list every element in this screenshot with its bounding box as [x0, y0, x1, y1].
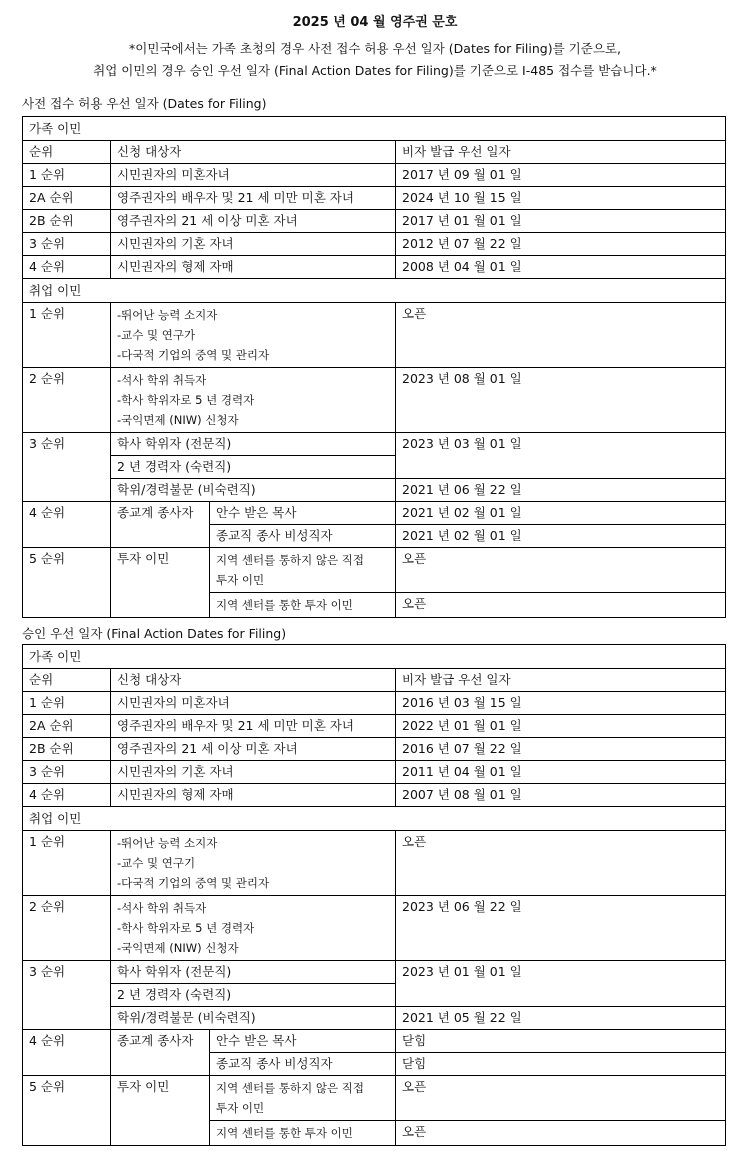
applicant-cell: 영주권자의 21 세 이상 미혼 자녀 — [111, 738, 396, 761]
subcategory-cell: 지역 센터를 통한 투자 이민 — [210, 1121, 396, 1146]
date-cell: 2011 년 04 월 01 일 — [396, 761, 726, 784]
date-cell: 2021 년 02 월 01 일 — [396, 502, 726, 525]
subcategory-cell: 안수 받은 목사 — [210, 1030, 396, 1053]
subcategory-cell: 종교직 종사 비성직자 — [210, 525, 396, 548]
rank-cell: 2A 순위 — [23, 187, 111, 210]
rank-cell: 2B 순위 — [23, 210, 111, 233]
date-cell: 2008 년 04 월 01 일 — [396, 256, 726, 279]
final-action-dates-table — [22, 644, 726, 1146]
family-group-row — [23, 645, 726, 669]
applicant-cell: 시민권자의 기혼 자녀 — [111, 761, 396, 784]
applicant-cell: 2 년 경력자 (숙련직) — [111, 984, 396, 1007]
rank-cell: 1 순위 — [23, 692, 111, 715]
rank-cell: 4 순위 — [23, 1030, 111, 1076]
category-cell: 종교계 종사자 — [111, 502, 210, 548]
applicant-cell: 학사 학위자 (전문직) — [111, 961, 396, 984]
header-applicant: 신청 대상자 — [111, 669, 396, 692]
table-row — [23, 961, 726, 984]
rank-cell: 3 순위 — [23, 433, 111, 502]
rank-cell: 5 순위 — [23, 548, 111, 618]
rank-cell: 1 순위 — [23, 303, 111, 368]
date-cell: 2017 년 09 월 01 일 — [396, 164, 726, 187]
applicant-cell: 시민권자의 형제 자매 — [111, 784, 396, 807]
subcategory-cell: 안수 받은 목사 — [210, 502, 396, 525]
table-row — [23, 784, 726, 807]
table-header-row — [23, 669, 726, 692]
subcategory-line: 투자 이민 — [216, 1101, 265, 1115]
employment-group-label: 취업 이민 — [23, 279, 726, 303]
filing-note-line-2: 취업 이민의 경우 승인 우선 일자 (Final Action Dates for Filing)를 기준으로 I-485 접수를 받습니다.* — [93, 63, 657, 78]
table-row — [23, 692, 726, 715]
applicant-item: -교수 및 연구가 — [117, 328, 196, 342]
category-cell: 투자 이민 — [111, 1076, 210, 1146]
employment-group-label: 취업 이민 — [23, 807, 726, 831]
rank-cell: 5 순위 — [23, 1076, 111, 1146]
table-row — [23, 303, 726, 368]
table-row — [23, 164, 726, 187]
table-row — [23, 256, 726, 279]
date-cell: 오픈 — [396, 1076, 726, 1121]
applicant-cell: 학위/경력불문 (비숙련직) — [111, 1007, 396, 1030]
date-cell: 2016 년 07 월 22 일 — [396, 738, 726, 761]
table-row — [23, 715, 726, 738]
table-row — [23, 1076, 726, 1121]
table-row — [23, 479, 726, 502]
table-row — [23, 368, 726, 433]
table-row — [23, 831, 726, 896]
applicant-item: -학사 학위자로 5 년 경력자 — [117, 393, 255, 407]
page-title: 2025 년 04 월 영주권 문호 — [292, 15, 458, 30]
date-cell: 2021 년 05 월 22 일 — [396, 1007, 726, 1030]
applicant-list-cell — [111, 303, 396, 368]
rank-cell: 3 순위 — [23, 761, 111, 784]
date-cell: 2022 년 01 월 01 일 — [396, 715, 726, 738]
rank-cell: 2 순위 — [23, 368, 111, 433]
applicant-list-cell — [111, 831, 396, 896]
date-cell: 2021 년 06 월 22 일 — [396, 479, 726, 502]
date-cell: 2023 년 03 월 01 일 — [396, 433, 726, 479]
table-row — [23, 548, 726, 593]
date-cell: 닫힘 — [396, 1053, 726, 1076]
applicant-cell: 영주권자의 배우자 및 21 세 미만 미혼 자녀 — [111, 187, 396, 210]
date-cell: 2016 년 03 월 15 일 — [396, 692, 726, 715]
applicant-cell: 시민권자의 형제 자매 — [111, 256, 396, 279]
table-header-row — [23, 141, 726, 164]
applicant-item: -국익면제 (NIW) 신청자 — [117, 941, 239, 955]
category-cell: 종교계 종사자 — [111, 1030, 210, 1076]
date-cell: 2007 년 08 월 01 일 — [396, 784, 726, 807]
subcategory-line: 투자 이민 — [216, 573, 265, 587]
applicant-list-cell — [111, 368, 396, 433]
table-row — [23, 433, 726, 456]
table-row — [23, 761, 726, 784]
date-cell: 닫힘 — [396, 1030, 726, 1053]
table-row — [23, 896, 726, 961]
applicant-cell: 학사 학위자 (전문직) — [111, 433, 396, 456]
table-row — [23, 1007, 726, 1030]
rank-cell: 3 순위 — [23, 961, 111, 1030]
applicant-list-cell — [111, 896, 396, 961]
applicant-item: -석사 학위 취득자 — [117, 373, 207, 387]
table-row — [23, 738, 726, 761]
header-rank: 순위 — [23, 141, 111, 164]
applicant-item: -다국적 기업의 중역 및 관리자 — [117, 876, 270, 890]
date-cell: 2023 년 08 월 01 일 — [396, 368, 726, 433]
table-row — [23, 233, 726, 256]
rank-cell: 3 순위 — [23, 233, 111, 256]
table-row — [23, 210, 726, 233]
applicant-item: -학사 학위자로 5 년 경력자 — [117, 921, 255, 935]
applicant-item: -국익면제 (NIW) 신청자 — [117, 413, 239, 427]
date-cell: 오픈 — [396, 831, 726, 896]
subcategory-cell: 종교직 종사 비성직자 — [210, 1053, 396, 1076]
applicant-cell: 학위/경력불문 (비숙련직) — [111, 479, 396, 502]
header-applicant: 신청 대상자 — [111, 141, 396, 164]
section-heading-dates-for-filing: 사전 접수 허용 우선 일자 (Dates for Filing) — [22, 96, 267, 111]
subcategory-line: 지역 센터를 통하지 않은 직접 — [216, 553, 364, 567]
rank-cell: 4 순위 — [23, 256, 111, 279]
rank-cell: 2A 순위 — [23, 715, 111, 738]
date-cell: 오픈 — [396, 303, 726, 368]
applicant-item: -석사 학위 취득자 — [117, 901, 207, 915]
dates-for-filing-table — [22, 116, 726, 618]
date-cell: 오픈 — [396, 593, 726, 618]
date-cell: 오픈 — [396, 548, 726, 593]
date-cell: 2017 년 01 월 01 일 — [396, 210, 726, 233]
applicant-cell: 시민권자의 미혼자녀 — [111, 164, 396, 187]
date-cell: 2012 년 07 월 22 일 — [396, 233, 726, 256]
family-group-row — [23, 117, 726, 141]
rank-cell: 2 순위 — [23, 896, 111, 961]
date-cell: 2023 년 01 월 01 일 — [396, 961, 726, 1007]
table-row — [23, 1030, 726, 1053]
rank-cell: 4 순위 — [23, 502, 111, 548]
employment-group-row — [23, 807, 726, 831]
date-cell: 2021 년 02 월 01 일 — [396, 525, 726, 548]
subcategory-cell: 지역 센터를 통한 투자 이민 — [210, 593, 396, 618]
applicant-item: -다국적 기업의 중역 및 관리자 — [117, 348, 270, 362]
applicant-cell: 시민권자의 기혼 자녀 — [111, 233, 396, 256]
family-group-label: 가족 이민 — [23, 117, 726, 141]
subcategory-cell — [210, 1076, 396, 1121]
applicant-cell: 2 년 경력자 (숙련직) — [111, 456, 396, 479]
table-row — [23, 187, 726, 210]
date-cell: 2023 년 06 월 22 일 — [396, 896, 726, 961]
date-cell: 2024 년 10 월 15 일 — [396, 187, 726, 210]
rank-cell: 4 순위 — [23, 784, 111, 807]
subcategory-line: 지역 센터를 통하지 않은 직접 — [216, 1081, 364, 1095]
subcategory-cell — [210, 548, 396, 593]
date-cell: 오픈 — [396, 1121, 726, 1146]
table-row — [23, 502, 726, 525]
applicant-cell: 영주권자의 21 세 이상 미혼 자녀 — [111, 210, 396, 233]
applicant-cell: 시민권자의 미혼자녀 — [111, 692, 396, 715]
rank-cell: 1 순위 — [23, 831, 111, 896]
header-priority-date: 비자 발급 우선 일자 — [396, 141, 726, 164]
applicant-item: -뛰어난 능력 소지자 — [117, 836, 218, 850]
rank-cell: 1 순위 — [23, 164, 111, 187]
employment-group-row — [23, 279, 726, 303]
applicant-cell: 영주권자의 배우자 및 21 세 미만 미혼 자녀 — [111, 715, 396, 738]
rank-cell: 2B 순위 — [23, 738, 111, 761]
family-group-label: 가족 이민 — [23, 645, 726, 669]
filing-note-line-1: *이민국에서는 가족 초청의 경우 사전 접수 허용 우선 일자 (Dates for Filing)를 기준으로, — [129, 41, 621, 56]
header-rank: 순위 — [23, 669, 111, 692]
header-priority-date: 비자 발급 우선 일자 — [396, 669, 726, 692]
applicant-item: -교수 및 연구기 — [117, 856, 196, 870]
category-cell: 투자 이민 — [111, 548, 210, 618]
section-heading-final-action-dates: 승인 우선 일자 (Final Action Dates for Filing) — [22, 626, 287, 641]
applicant-item: -뛰어난 능력 소지자 — [117, 308, 218, 322]
